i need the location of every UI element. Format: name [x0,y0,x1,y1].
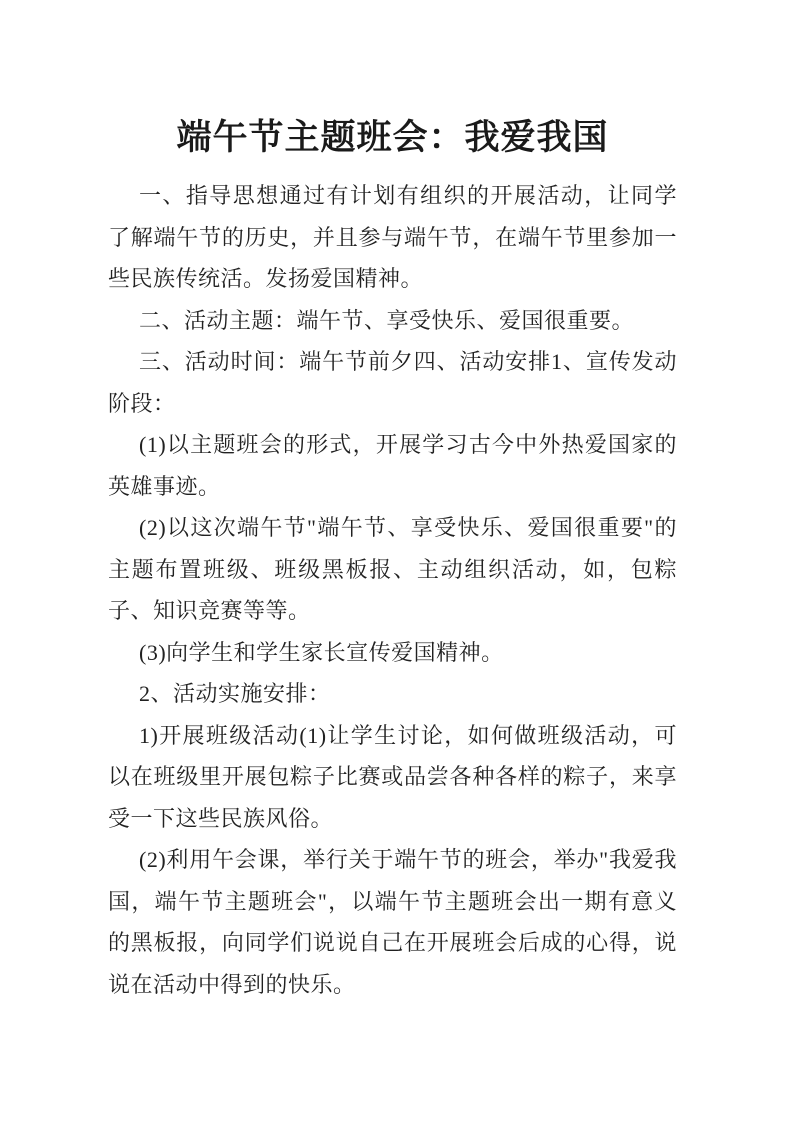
paragraph-activity-time: 三、活动时间：端午节前夕四、活动安排1、宣传发动阶段： [108,349,677,416]
paragraph-item-1: (1)以主题班会的形式，开展学习古今中外热爱国家的英雄事迹。 [108,432,677,499]
paragraph-class-activity: 1)开展班级活动(1)让学生讨论，如何做班级活动，可以在班级里开展包粽子比赛或品尝各种各样的粽子，来享受一下这些民族风俗。 [108,722,677,831]
paragraph-item-3: (3)向学生和学生家长宣传爱国精神。 [139,639,504,665]
paragraph-noon-meeting: (2)利用午会课，举行关于端午节的班会，举办"我爱我国，端午节主题班会"，以端午节主题班会出一期有意义的黑板报，向同学们说说自己在开展班会后成的心得，说说在活动中得到的快乐。 [108,847,677,997]
paragraph-item-2: (2)以这次端午节"端午节、享受快乐、爱国很重要"的主题布置班级、班级黑板报、主动组织活动，如，包粽子、知识竞赛等等。 [108,515,677,623]
paragraph-guiding-ideology: 一、指导思想通过有计划有组织的开展活动，让同学了解端午节的历史，并且参与端午节，在端午节里参加一些民族传统活。发扬爱国精神。 [108,183,677,291]
paragraph-activity-theme: 二、活动主题：端午节、享受快乐、爱国很重要。 [139,307,635,333]
paragraph-implementation-heading: 2、活动实施安排： [139,681,331,706]
document-title: 端午节主题班会：我爱我国 [176,118,609,157]
